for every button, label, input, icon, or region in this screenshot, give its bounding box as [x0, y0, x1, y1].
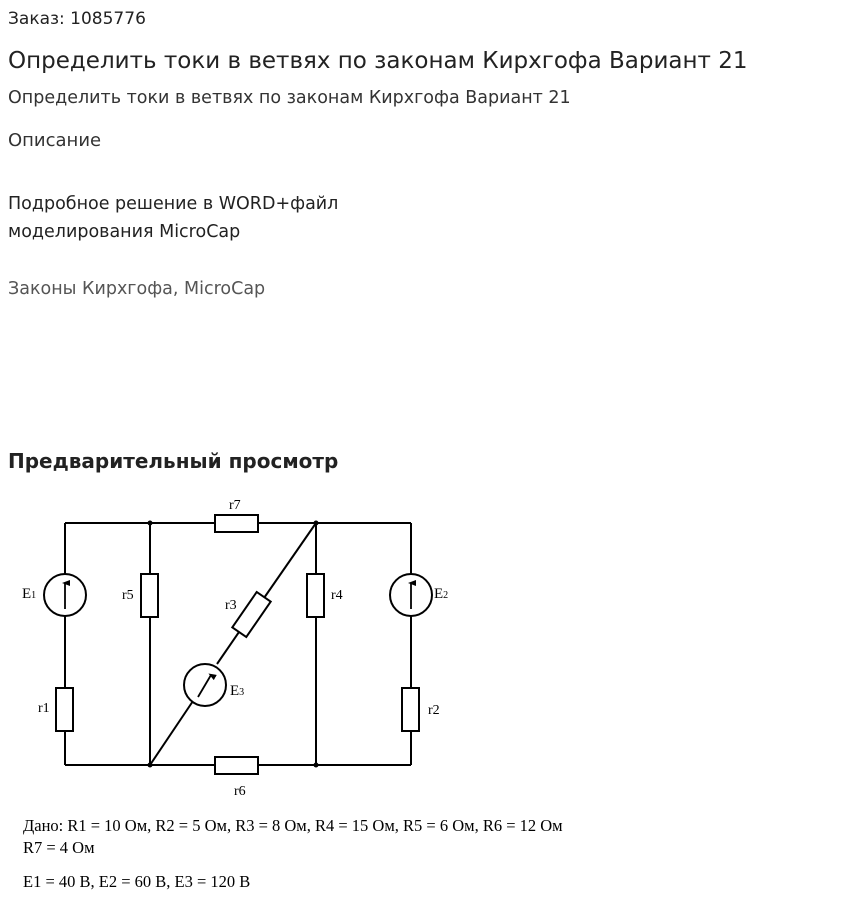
page-title: Определить токи в ветвях по законам Кирхгофа Вариант 21 — [8, 48, 748, 74]
resistor-r3 — [232, 592, 270, 637]
preview-heading: Предварительный просмотр — [8, 449, 339, 473]
resistor-r6 — [215, 757, 258, 774]
label-r5: r5 — [122, 588, 134, 603]
label-e3: E3 — [230, 683, 245, 699]
circuit-wires — [65, 523, 411, 765]
source-arrows — [65, 583, 411, 697]
label-e2: E2 — [434, 586, 449, 602]
label-r1: r1 — [38, 701, 50, 716]
page-subtitle: Определить токи в ветвях по законам Кирхгофа Вариант 21 — [8, 88, 571, 108]
given-values-line-3: E1 = 40 В, E2 = 60 В, E3 = 120 В — [23, 872, 251, 891]
description-heading: Описание — [8, 130, 102, 151]
description-line-2: моделирования MicroCap — [8, 222, 241, 242]
resistor-r1 — [56, 688, 73, 731]
given-values-line-2: R7 = 4 Ом — [23, 838, 95, 857]
label-r4: r4 — [331, 588, 343, 603]
resistor-r5 — [141, 574, 158, 617]
label-r7: r7 — [229, 498, 241, 513]
tags: Законы Кирхгофа, MicroCap — [8, 279, 266, 299]
resistor-r2 — [402, 688, 419, 731]
given-values-line-1: Дано: R1 = 10 Ом, R2 = 5 Ом, R3 = 8 Ом, R4 = 15 Ом, R5 = 6 Ом, R6 = 12 Ом — [23, 816, 563, 835]
label-r6: r6 — [234, 784, 246, 799]
label-r3: r3 — [225, 598, 237, 613]
circuit-diagram — [0, 490, 847, 810]
resistor-r7 — [215, 515, 258, 532]
order-number: Заказ: 1085776 — [8, 9, 146, 29]
label-r2: r2 — [428, 703, 440, 718]
description-line-1: Подробное решение в WORD+файл — [8, 194, 339, 214]
resistor-r4 — [307, 574, 324, 617]
label-e1: E1 — [22, 586, 37, 602]
